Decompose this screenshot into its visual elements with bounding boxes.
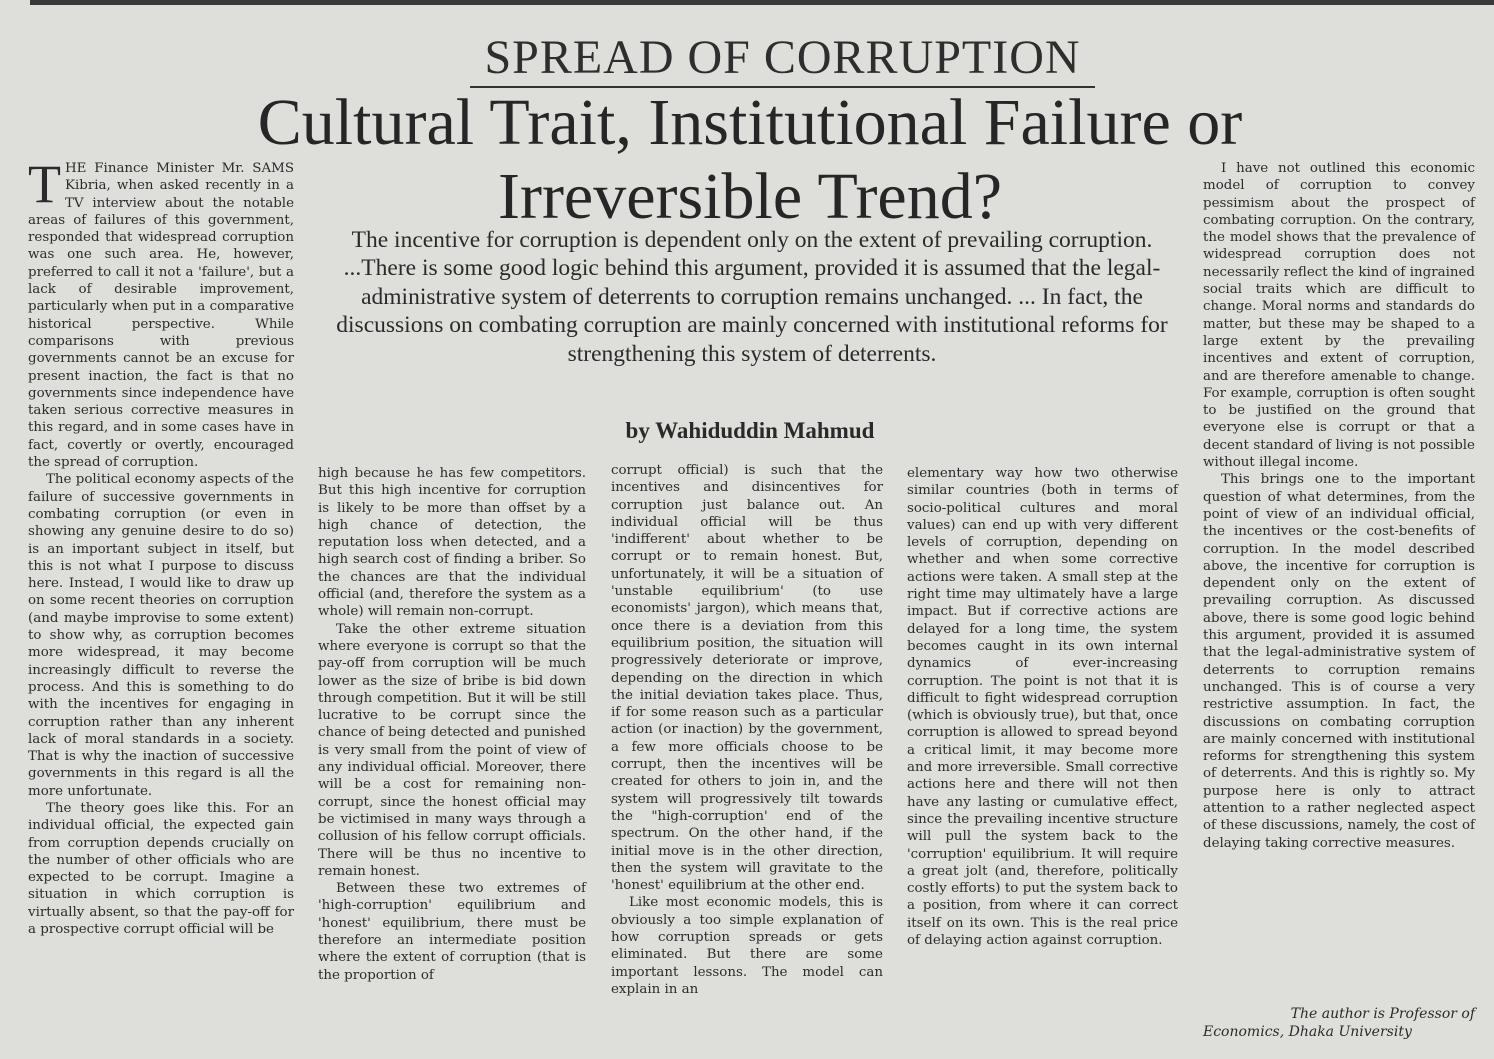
article-column-4 [907, 465, 1178, 949]
paragraph: Like most economic models, this is obviously a too simple explanation of how corruption spreads or gets eliminated. But there are some important lessons. The model can explain in an [611, 895, 883, 997]
article-column-1 [28, 154, 294, 938]
paragraph: elementary way how two otherwise similar countries (both in terms of socio-political cultures and moral values) can end up with very different levels of corruption, depending on whether and when some corrective actions were taken. A small step at the right time may ultimately have a large impact. But if corrective actions are delayed for a long time, the system becomes caught in its own internal dynamics of ever-increasing corruption. The point is not that it is difficult to fight widespread corruption (which is obviously true), but that, once corruption is allowed to spread beyond a critical limit, it may become more and more irreversible. Small corrective actions here and there will not then have any lasting or cumulative effect, since the prevailing incentive structure will pull the system back to the 'corruption' equilibrium. It will require a great jolt (and, therefore, politically costly efforts) to put the system back to a position, from where it can correct itself on its own. This is the real price of delaying action against corruption. [907, 466, 1178, 949]
paragraph [28, 154, 294, 471]
paragraph: high because he has few competitors. But this high incentive for corruption is likely to be more than offset by a high chance of detection, the reputation loss when detected, and a high search cost of finding a briber. So the chances are that the individual official (and, therefore the system as a whole) will remain non-corrupt. [318, 466, 586, 620]
paragraph: corrupt official) is such that the incentives and disincentives for corruption just balance out. An individual official will be thus 'indifferent' about whether to be corrupt or to remain honest. But, unfortunately, it will be a situation of 'unstable equilibrium' (to use economists' jargon), which means that, once there is a deviation from this equilibrium position, the situation will progressively deteriorate or improve, depending on the direction in which the initial deviation takes place. Thus, if for some reason such as a particular action (or inaction) by the government, a few more officials choose to be corrupt, then the incentives will be created for others to join in, and the system will progressively tilt towards the "high-corruption' end of the spectrum. On the other hand, if the initial move is in the other direction, then the system will gravitate to the 'honest' equilibrium at the other end. [611, 463, 883, 894]
paragraph: This brings one to the important question of what determines, from the point of view of an individual official, the incentives or the cost-benefits of corruption. In the model described above, the incentive for corruption is dependent only on the extent of prevailing corruption. As discussed above, there is some good logic behind this argument, provided it is assumed that the legal-administrative system of deterrents to corruption remains unchanged. This is of course a very restrictive assumption. In fact, the discussions on combating corruption are mainly concerned with institutional reforms for strengthening this system of deterrents. And this is rightly so. My purpose here is only to attract attention to a rather neglected aspect of these discussions, namely, the cost of delaying taking corrective measures. [1203, 472, 1475, 851]
author-note [1203, 1005, 1475, 1041]
author-note-line: The author is Professor of [1290, 1006, 1475, 1022]
paragraph: Between these two extremes of 'high-corruption' equilibrium and 'honest' equilibrium, there must be therefore an intermediate position where the extent of corruption (that is the proportion of [318, 881, 586, 983]
paragraph: The theory goes like this. For an individual official, the expected gain from corruption depends crucially on the number of other officials who are expected to be corrupt. Imagine a situation in which corruption is virtually absent, so that the pay-off for a prospective corrupt official will be [28, 800, 294, 938]
paragraph-text: HE Finance Minister Mr. SAMS Kibria, when asked recently in a TV interview about the notable areas of failures of this government, responded that widespread corruption was one such area. He, however, preferred to call it not a 'failure', but a lack of desirable improvement, particularly when put in a comparative historical perspective. While comparisons with previous governments cannot be an excuse for present inaction, the fact is that no governments since independence have taken serious corrective measures in this regard, and in some cases have in fact, covertly or overtly, encouraged the spread of corruption. [28, 161, 294, 471]
paragraph: I have not outlined this economic model of corruption to convey pessimism about the prospect of combating corruption. On the contrary, the model shows that the prevalence of widespread corruption does not necessarily reflect the kind of ingrained social traits which are difficult to change. Moral norms and standards do matter, but these may be shaped to a large extent by the prevailing incentives and extent of corruption, and are therefore amenable to change. For example, corruption is often sought to be justified on the ground that everyone else is corrupt or that a decent standard of living is not possible without illegal income. [1203, 161, 1475, 471]
byline: by Wahiduddin Mahmud [625, 418, 875, 443]
headline: Cultural Trait, Institutional Failure or Irreversible Trend? [257, 86, 1243, 233]
author-note-line: Economics, Dhaka University [1203, 1024, 1412, 1040]
paragraph: The political economy aspects of the failure of successive governments in combating corruption (or even in showing any genuine desire to do so) is an important subject in itself, but this is not what I purpose to discuss here. Instead, I would like to draw up on some recent theories on corruption (and maybe improvise to some extent) to show why, as corruption becomes more widespread, it may become increasingly difficult to reverse the process. And this is something to do with the incentives for engaging in corruption rather than any inherent lack of moral standards in a society. That is why the inaction of successive governments in this regard is all the more unfortunate. [28, 472, 294, 799]
article-column-5 [1203, 160, 1475, 852]
deck-pull-quote: The incentive for corruption is dependent only on the extent of prevailing corruption. ...There is some good logic behind this argument, provided it is assumed that the legal-administrative system of deterrents to corruption remains unchanged. ... In fact, the discussions on combating corruption are mainly concerned with institutional reforms for strengthening this system of deterrents. [336, 227, 1168, 367]
article-column-2 [318, 465, 586, 984]
top-rule [30, 0, 1494, 5]
paragraph: Take the other extreme situation where everyone is corrupt so that the pay-off from corruption will be much lower as the size of bribe is bid down through competition. But it will be still lucrative to be corrupt since the chance of being detected and punished is very small from the point of view of any individual official. Moreover, there will be a cost for remaining non-corrupt, since the honest official may be victimised in many ways through a collusion of his fellow corrupt officials. There will be thus no incentive to remain honest. [318, 621, 586, 879]
article-column-3 [611, 462, 883, 998]
drop-cap: T [28, 154, 61, 214]
kicker-title: SPREAD OF CORRUPTION [470, 32, 1095, 88]
